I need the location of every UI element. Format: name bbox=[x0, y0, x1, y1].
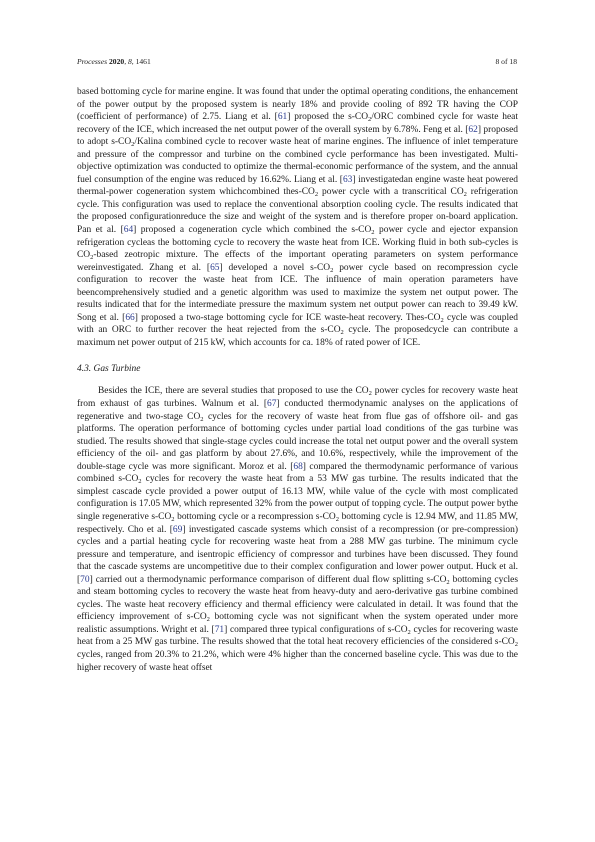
paragraph-1 bbox=[77, 86, 518, 349]
journal-volume: 8 bbox=[127, 57, 132, 66]
page-indicator: 8 of 18 bbox=[495, 57, 517, 66]
paragraph-2 bbox=[77, 385, 518, 674]
journal-citation: Processes 2020, 8, 1461 bbox=[77, 57, 151, 66]
paragraph-text: Besides the ICE, there are several studies that proposed to use the $CO_2$ power cycles for recovery waste heat from exhaust of gas turbines. Walnum et al. [67] conducted thermodynamic analyses on the applications of regenerative and two-stage $CO_2$ cycles for the recovery of waste heat from flue gas of offshore oil- and gas platforms. The operation performance of bottoming cycles under partial load conditions of the gas turbine was studied. The results showed that single-stage cycles could increase the total net output power and the overall system efficiency of the oil- and gas platform by about 27.6%, and 10.6%, respectively, while the improvement of the double-stage cycle was more significant. Moroz et al. [68] compared the thermodynamic performance of various combined $s-CO_2$ cycles for recovery the waste heat from a 53 MW gas turbine. The results indicated that the simplest cascade cycle provided a power output of 16.13 MW, while value of the cycle with most complicated configuration is 17.05 MW, which represented 32% from the power output of topping cycle. The output power bythe single regenerative $s-CO_2$ bottoming cycle or a recompression $s-CO_2$ bottoming cycle is 12.94 MW, and 11.85 MW, respectively. Cho et al. [69] investigated cascade systems which consist of a recompression (or pre-compression) cycles and a partial heating cycle for recovering waste heat from a 288 MW gas turbine. The minimum cycle pressure and temperature, and isentropic efficiency of compressor and turbines have been discussed. They found that the cascade systems are uncompetitive due to their complex configuration and lower power output. Huck et al. [70] carried out a thermodynamic performance comparison of different dual flow splitting $s-CO_2$ bottoming cycles and steam bottoming cycles to recovery the waste heat from heavy-duty and aero-derivative gas turbine combined cycles. The waste heat recovery efficiency and thermal efficiency were calculated in detail. It was found that the efficiency improvement of $s-CO_2$ bottoming cycle was not significant when the system operated under more realistic assumptions. Wright et al. [71] compared three typical configurations of $s-CO_2$ cycles for recovering waste heat from a 25 MW gas turbine. The results showed that the total heat recovery efficiencies of the considered $s-CO_2$ cycles, ranged from 20.3% to 21.2%, which were 4% higher than the concerned baseline cycle. This was due to the higher recovery of waste heat offset bbox=[77, 386, 518, 673]
article-number: 1461 bbox=[135, 57, 151, 66]
paragraph-text: based bottoming cycle for marine engine. It was found that under the optimal operating conditions, the enhancement of the power output by the proposed system is nearly 18% and provide cooling of 892 TR having the COP (coefficient of performance) of 2.75. Liang et al. [61] proposed the $s-CO_2$/ORC combined cycle for waste heat recovery of the ICE, which increased the net output power of the overall system by 6.78%. Feng et al. [62] proposed to adopt $s-CO_2$/Kalina combined cycle to recover waste heat of marine engines. The influence of inlet temperature and pressure of the compressor and turbine on the combined cycle performance has been investigated. Multi-objective optimization was conducted to optimize the thermal-economic performance of the system, and the annual fuel consumption of the engine was reduced by 16.62%. Liang et al. [63] investigatedan engine waste heat powered thermal-power cogeneration system whichcombined thes-$CO_2$ power cycle with a transcritical $CO_2$ refrigeration cycle. This configuration was used to replace the conventional absorption cooling cycle. The results indicated that the proposed configurationreduce the size and weight of the system and is therefore proper on-board application. Pan et al. [64] proposed a cogeneration cycle which combined the $s-CO_2$ power cycle and ejector expansion refrigeration cycleas the bottoming cycle to recovery the waste heat from ICE. Working fluid in both sub-cycles is $CO_2$-based zeotropic mixture. The effects of the important operating parameters on system performance wereinvestigated. Zhang et al. [65] developed a novel $s-CO_2$ power cycle based on recompression cycle configuration to recover the waste heat from ICE. The influence of main operation parameters have beencomprehensively studied and a genetic algorithm was used to maximize the system net output power. The results indicated that for the intermediate pressure the maximum system net output power can reach to 39.49 kW. Song et al. [66] proposed a two-stage bottoming cycle for ICE waste-heat recovery. Thes-$CO_2$ cycle was coupled with an ORC to further recover the heat rejected from the $s-CO_2$ cycle. The proposedcycle can contribute a maximum net power output of 215 kW, which accounts for ca. 18% of rated power of ICE. bbox=[77, 87, 518, 348]
journal-name: Processes bbox=[77, 57, 108, 66]
section-heading: 4.3. Gas Turbine bbox=[77, 364, 141, 375]
journal-year: 2020 bbox=[109, 57, 125, 66]
page-header bbox=[77, 57, 517, 66]
page-body bbox=[77, 86, 518, 674]
